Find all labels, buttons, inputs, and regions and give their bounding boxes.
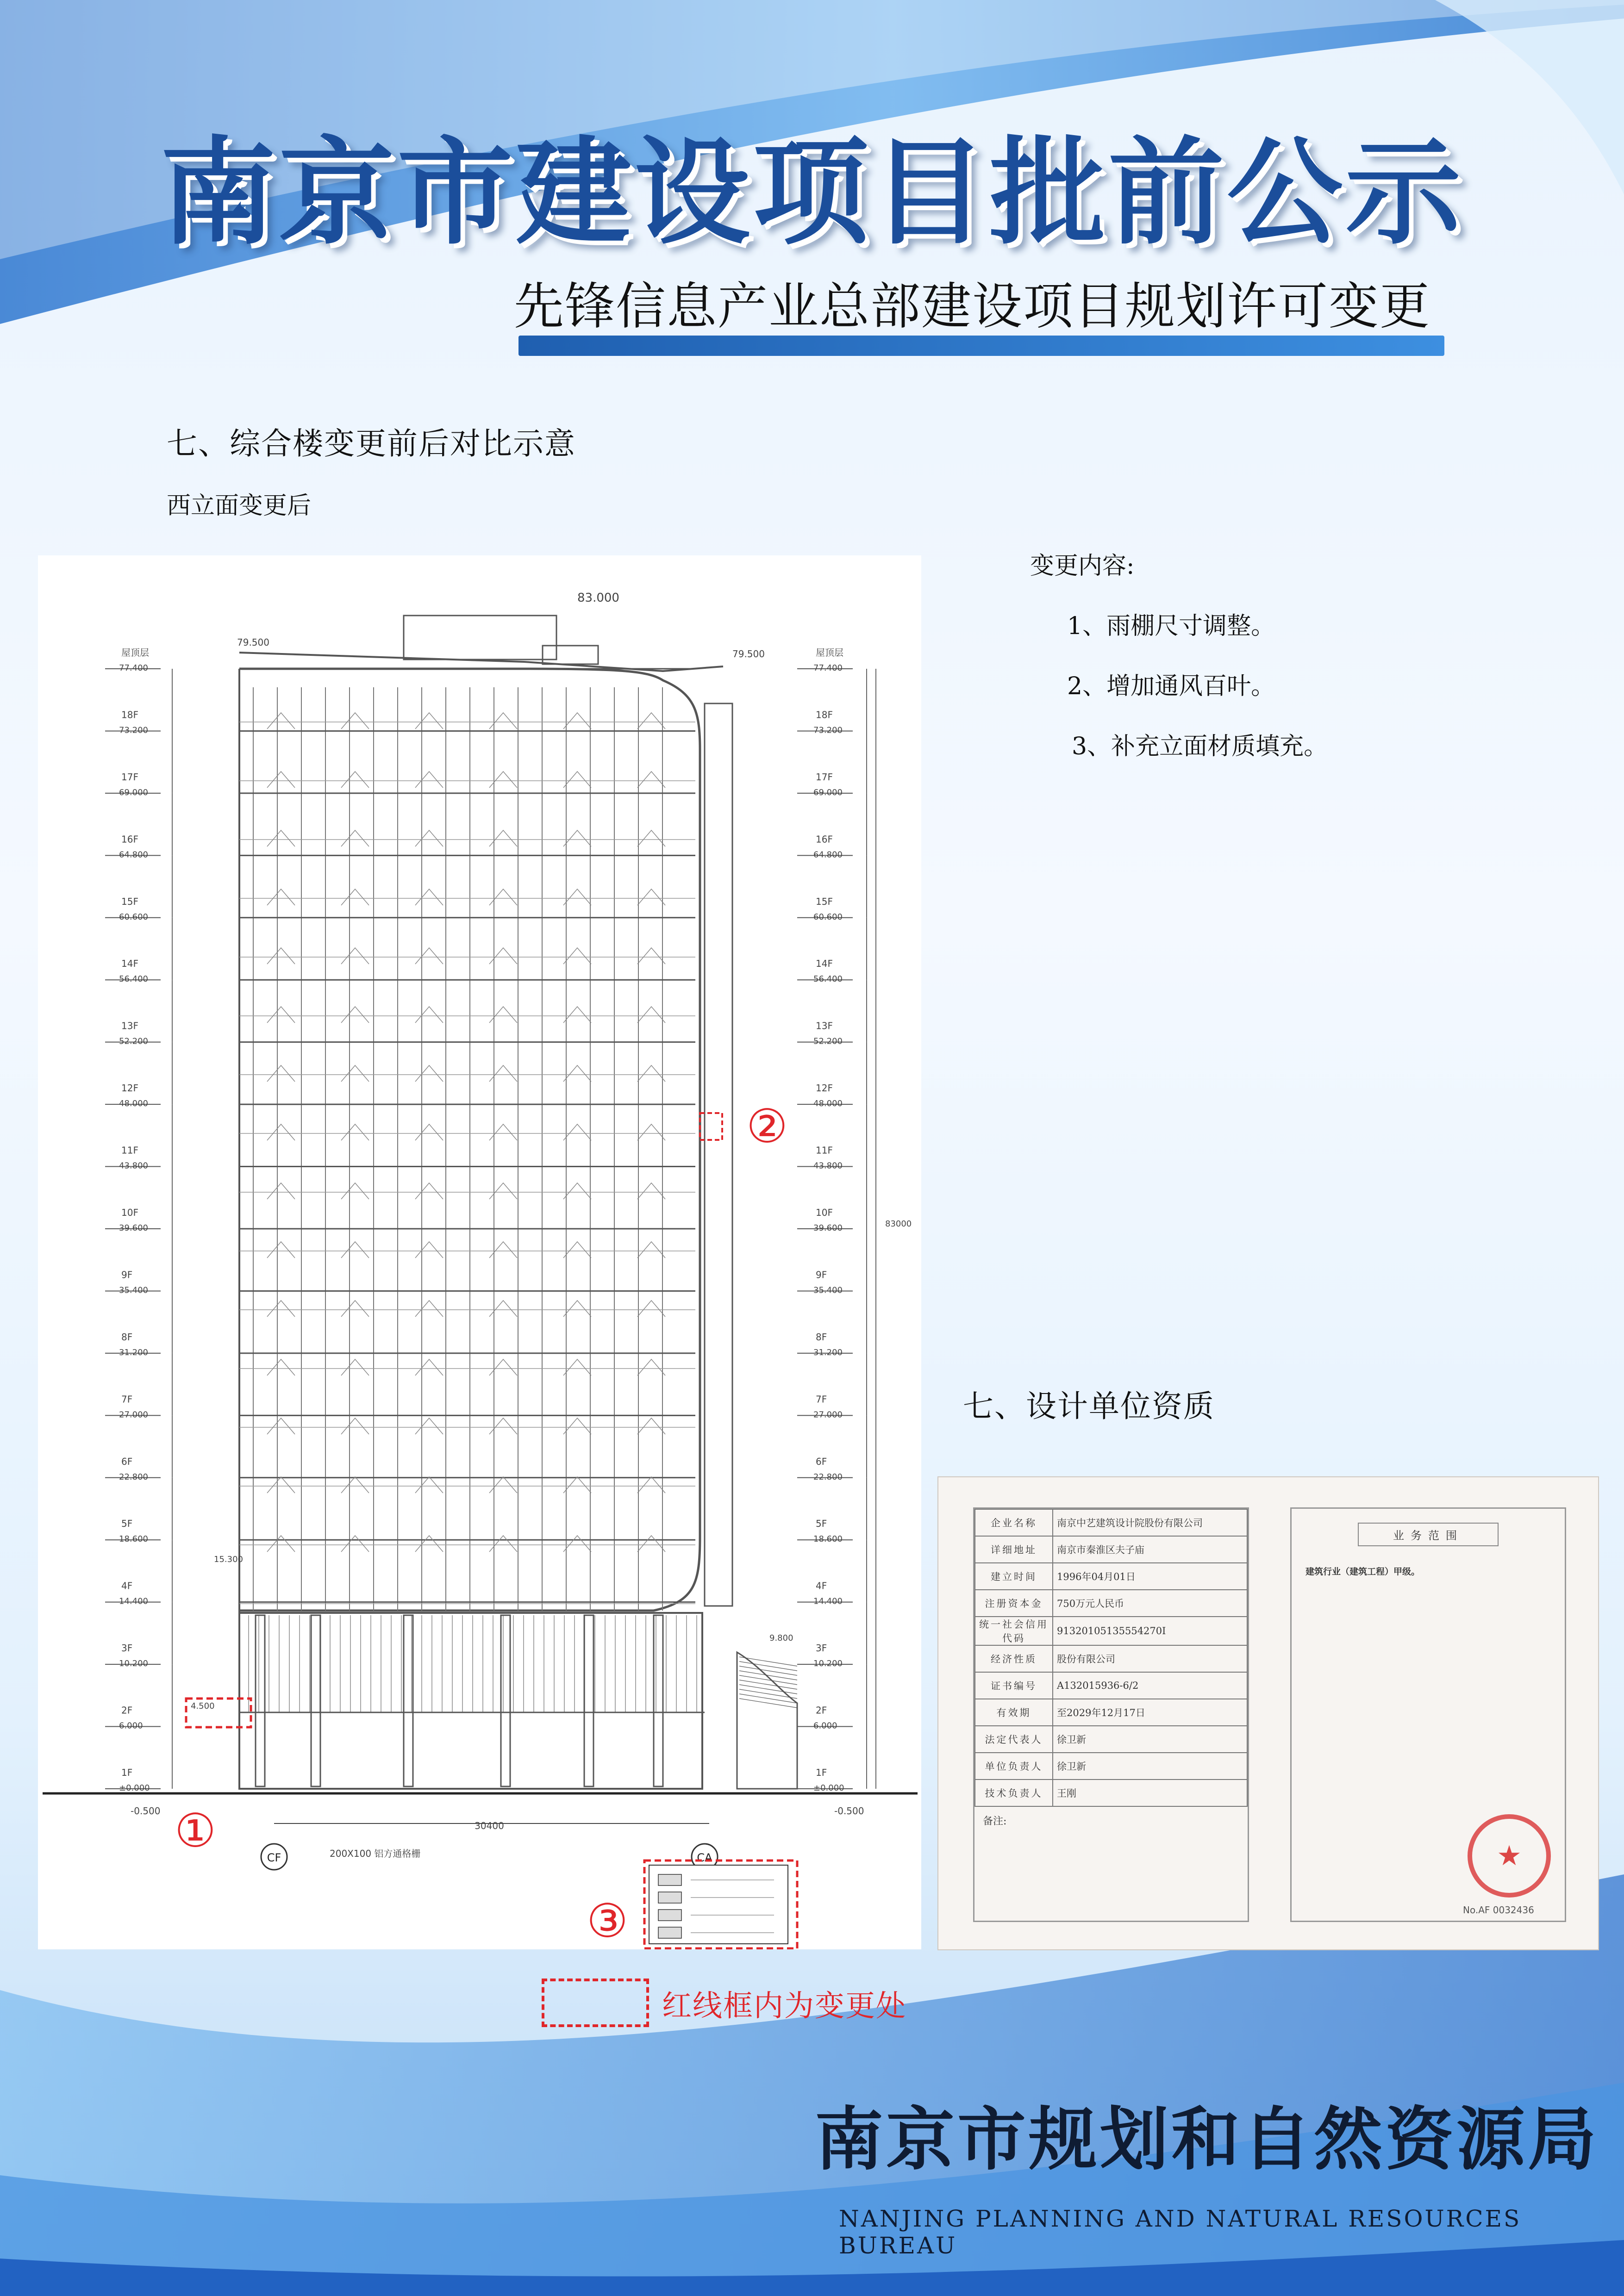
louvre-chevron bbox=[563, 1477, 591, 1493]
certificate-serial: No.AF 0032436 bbox=[1463, 1904, 1534, 1916]
louvre-chevron bbox=[341, 889, 369, 905]
certificate-row-value: 750万元人民币 bbox=[1053, 1590, 1247, 1617]
level-elev-right: 69.000 bbox=[813, 787, 843, 797]
level-elev-right: 64.800 bbox=[813, 850, 843, 860]
level-floor-left: 5F bbox=[121, 1518, 133, 1530]
louvre-chevron bbox=[267, 1300, 295, 1317]
level-floor-right: 3F bbox=[816, 1643, 827, 1654]
certificate-row bbox=[975, 1536, 1247, 1563]
louvre-chevron bbox=[341, 772, 369, 788]
louvre-chevron bbox=[637, 1536, 665, 1552]
level-elev-right: 35.400 bbox=[813, 1285, 843, 1295]
level-elev-right: 27.000 bbox=[813, 1410, 843, 1420]
louvre-chevron bbox=[637, 1183, 665, 1199]
level-elev-right: 43.800 bbox=[813, 1161, 843, 1171]
certificate-scope-title: 业务范围 bbox=[1358, 1523, 1499, 1546]
level-floor-left: 16F bbox=[121, 834, 138, 845]
certificate-row-value: 徐卫新 bbox=[1053, 1753, 1247, 1780]
level-floor-right: 14F bbox=[816, 958, 833, 970]
certificate-row-value: 王刚 bbox=[1053, 1780, 1247, 1806]
floor-level-marks-left bbox=[105, 647, 172, 1793]
certificate-row-key: 有效期 bbox=[975, 1699, 1053, 1726]
certificate-row-value: 南京市秦淮区夫子庙 bbox=[1053, 1536, 1247, 1563]
level-floor-right: 9F bbox=[816, 1269, 827, 1281]
level-floor-right: 5F bbox=[816, 1518, 827, 1530]
certificate-row-key: 企业名称 bbox=[975, 1509, 1053, 1536]
level-elev-right: 14.400 bbox=[813, 1596, 843, 1606]
certificate-right-page bbox=[1290, 1507, 1566, 1922]
louvre-chevron bbox=[563, 830, 591, 846]
side-strip bbox=[705, 703, 732, 1606]
parapet-right-label: 79.500 bbox=[732, 648, 765, 660]
certificate-row-key: 统一社会信用代码 bbox=[975, 1617, 1053, 1645]
certificate-seal: ★ bbox=[1468, 1814, 1551, 1898]
louvre-chevron bbox=[267, 1418, 295, 1434]
certificate-row bbox=[975, 1699, 1247, 1726]
certificate-table bbox=[974, 1509, 1248, 1807]
top-elevation-label: 83.000 bbox=[577, 591, 619, 605]
level-floor-right: 18F bbox=[816, 709, 833, 721]
certificate-row-key: 建立时间 bbox=[975, 1563, 1053, 1590]
level-elev-left: 69.000 bbox=[119, 787, 148, 797]
certificate-row bbox=[975, 1617, 1247, 1645]
level-floor-right: 16F bbox=[816, 834, 833, 845]
canopy-hatch bbox=[739, 1671, 797, 1680]
level-floor-right: 12F bbox=[816, 1083, 833, 1094]
level-floor-right: 11F bbox=[816, 1145, 833, 1156]
louvre-chevron bbox=[563, 713, 591, 729]
ground-left-label: -0.500 bbox=[131, 1805, 161, 1817]
ground-right-label: -0.500 bbox=[834, 1805, 864, 1817]
louvre-chevron bbox=[637, 1065, 665, 1082]
certificate-row bbox=[975, 1645, 1247, 1672]
louvre-chevron bbox=[415, 830, 443, 846]
certificate-row bbox=[975, 1563, 1247, 1590]
canopy-hatch bbox=[739, 1685, 797, 1694]
roof-core-box bbox=[404, 616, 556, 660]
level-elev-left: 77.400 bbox=[119, 663, 148, 673]
level-elev-right: 18.600 bbox=[813, 1534, 843, 1544]
level-floor-right: 4F bbox=[816, 1580, 827, 1592]
louvre-chevron bbox=[563, 1007, 591, 1023]
level-floor-left: 18F bbox=[121, 709, 138, 721]
level-floor-left: 14F bbox=[121, 958, 138, 970]
louvre-chevron bbox=[637, 772, 665, 788]
level-floor-right: 2F bbox=[816, 1705, 827, 1716]
material-legend-swatch bbox=[658, 1892, 681, 1903]
podium-left-dim-label: 15.300 bbox=[214, 1555, 243, 1564]
podium-right-dim-label: 9.800 bbox=[769, 1633, 793, 1643]
floor-level-marks-right bbox=[797, 647, 912, 1793]
level-elev-left: 10.200 bbox=[119, 1659, 148, 1669]
level-elev-right: 22.800 bbox=[813, 1472, 843, 1482]
louvre-chevron bbox=[415, 1477, 443, 1493]
louvre-chevron bbox=[563, 1359, 591, 1375]
footer-bureau-name: 南京市规划和自然资源局 bbox=[815, 2099, 1599, 2179]
certificate-row-value: 徐卫新 bbox=[1053, 1726, 1247, 1753]
level-elev-left: 56.400 bbox=[119, 974, 148, 984]
louvre-chevron bbox=[415, 713, 443, 729]
elevation-drawing-panel bbox=[38, 555, 921, 1949]
material-legend-swatch bbox=[658, 1874, 681, 1885]
louvre-chevron bbox=[267, 1124, 295, 1140]
subtitle-underline bbox=[518, 336, 1444, 356]
design-qualification-certificate bbox=[937, 1476, 1599, 1950]
level-floor-left: 15F bbox=[121, 896, 138, 907]
level-elev-left: 6.000 bbox=[119, 1721, 143, 1731]
certificate-remarks: 备注: bbox=[983, 1816, 1007, 1827]
podium-column bbox=[501, 1615, 510, 1786]
level-elev-right: 73.200 bbox=[813, 725, 843, 735]
louvre-chevron bbox=[341, 1418, 369, 1434]
axis-label-right: CA bbox=[697, 1851, 712, 1864]
certificate-row bbox=[975, 1753, 1247, 1780]
louvre-chevron bbox=[415, 1183, 443, 1199]
level-elev-left: 39.600 bbox=[119, 1223, 148, 1233]
level-elev-left: 48.000 bbox=[119, 1099, 148, 1109]
louvre-chevron bbox=[563, 1124, 591, 1140]
louvre-chevron bbox=[563, 1536, 591, 1552]
level-floor-left: 7F bbox=[121, 1394, 133, 1405]
certificate-row-key: 技术负责人 bbox=[975, 1780, 1053, 1806]
marker-1: ① bbox=[175, 1804, 216, 1858]
louvre-chevron bbox=[415, 1065, 443, 1082]
louvre-chevron bbox=[415, 889, 443, 905]
certificate-row bbox=[975, 1672, 1247, 1699]
louvre-chevron bbox=[637, 1359, 665, 1375]
footer-bureau-name-en: NANJING PLANNING AND NATURAL RESOURCES BUREAU bbox=[839, 2205, 1522, 2259]
level-elev-left: 18.600 bbox=[119, 1534, 148, 1544]
level-floor-right: 1F bbox=[816, 1767, 827, 1778]
level-elev-right: 48.000 bbox=[813, 1099, 843, 1109]
material-legend-swatch bbox=[658, 1927, 681, 1938]
louvre-chevron bbox=[563, 1300, 591, 1317]
louvre-chevron bbox=[341, 948, 369, 964]
page-title: 南京市建设项目批前公示 bbox=[160, 124, 1464, 260]
level-floor-left: 11F bbox=[121, 1145, 138, 1156]
section-subheading-elevation: 西立面变更后 bbox=[167, 492, 312, 520]
section-heading-elevation: 七、综合楼变更前后对比示意 bbox=[167, 426, 576, 461]
change-item-1: 1、雨棚尺寸调整。 bbox=[1067, 612, 1275, 640]
certificate-row bbox=[975, 1590, 1247, 1617]
level-floor-left: 6F bbox=[121, 1456, 133, 1467]
canopy-hatch bbox=[739, 1657, 797, 1666]
louvre-chevron bbox=[267, 772, 295, 788]
louvre-chevron bbox=[267, 1359, 295, 1375]
level-floor-left: 13F bbox=[121, 1020, 138, 1032]
louvre-chevron bbox=[563, 1183, 591, 1199]
building-facade bbox=[43, 616, 918, 1793]
roof-small-box bbox=[543, 646, 598, 664]
certificate-row-key: 注册资本金 bbox=[975, 1590, 1053, 1617]
certificate-row-key: 详细地址 bbox=[975, 1536, 1053, 1563]
marker-3: ③ bbox=[587, 1894, 628, 1948]
louvre-chevron bbox=[267, 1007, 295, 1023]
level-floor-left: 屋顶层 bbox=[121, 647, 149, 658]
louvre-chevron bbox=[415, 1359, 443, 1375]
level-floor-left: 9F bbox=[121, 1269, 133, 1281]
level-floor-right: 8F bbox=[816, 1331, 827, 1343]
louvre-chevron bbox=[341, 1124, 369, 1140]
canopy-hatch bbox=[739, 1661, 797, 1671]
louvre-chevron bbox=[415, 1124, 443, 1140]
louvre-chevron bbox=[267, 1536, 295, 1552]
level-floor-right: 屋顶层 bbox=[816, 647, 843, 658]
level-elev-right: 39.600 bbox=[813, 1223, 843, 1233]
louvre-chevron bbox=[267, 948, 295, 964]
podium-column bbox=[584, 1615, 593, 1786]
level-elev-left: 64.800 bbox=[119, 850, 148, 860]
level-elev-right: 60.600 bbox=[813, 912, 843, 922]
canopy-hatch bbox=[739, 1680, 797, 1689]
louvre-chevron bbox=[341, 1477, 369, 1493]
louvre-chevron bbox=[563, 889, 591, 905]
level-elev-left: 27.000 bbox=[119, 1410, 148, 1420]
louvre-chevron bbox=[341, 1300, 369, 1317]
certificate-row-key: 法定代表人 bbox=[975, 1726, 1053, 1753]
louvre-chevron bbox=[341, 1183, 369, 1199]
louvre-chevron bbox=[341, 1065, 369, 1082]
level-elev-right: 31.200 bbox=[813, 1347, 843, 1357]
certificate-row-key: 单位负责人 bbox=[975, 1753, 1053, 1780]
entrance-canopy bbox=[737, 1652, 797, 1789]
podium-column bbox=[256, 1615, 265, 1786]
certificate-row-key: 证书编号 bbox=[975, 1672, 1053, 1699]
louvre-chevron bbox=[415, 1242, 443, 1258]
level-elev-left: 14.400 bbox=[119, 1596, 148, 1606]
louvre-chevron bbox=[415, 948, 443, 964]
louvre-chevron bbox=[341, 1536, 369, 1552]
change-item-3: 3、补充立面材质填充。 bbox=[1072, 733, 1328, 760]
level-floor-right: 15F bbox=[816, 896, 833, 907]
level-floor-left: 10F bbox=[121, 1207, 138, 1218]
change-item-2: 2、增加通风百叶。 bbox=[1067, 672, 1275, 700]
louvre-chevron bbox=[341, 1359, 369, 1375]
louvre-chevron bbox=[637, 948, 665, 964]
louvre-chevron bbox=[415, 1300, 443, 1317]
louvre-chevron bbox=[341, 1242, 369, 1258]
level-elev-left: 52.200 bbox=[119, 1036, 148, 1046]
louvre-chevron bbox=[637, 1242, 665, 1258]
louvre-chevron bbox=[267, 1477, 295, 1493]
level-elev-left: 31.200 bbox=[119, 1347, 148, 1357]
louvre-chevron bbox=[637, 1124, 665, 1140]
level-elev-right: 10.200 bbox=[813, 1659, 843, 1669]
level-floor-right: 17F bbox=[816, 771, 833, 783]
level-floor-right: 13F bbox=[816, 1020, 833, 1032]
level-floor-left: 17F bbox=[121, 771, 138, 783]
louvre-chevron bbox=[267, 830, 295, 846]
changes-title: 变更内容: bbox=[1030, 552, 1135, 580]
louvre-chevron bbox=[563, 948, 591, 964]
level-floor-left: 4F bbox=[121, 1580, 133, 1592]
canopy-hatch bbox=[739, 1699, 797, 1708]
louvre-chevron bbox=[267, 1183, 295, 1199]
section-heading-qualification: 七、设计单位资质 bbox=[963, 1388, 1215, 1424]
level-floor-right: 7F bbox=[816, 1394, 827, 1405]
level-floor-left: 2F bbox=[121, 1705, 133, 1716]
louvre-chevron bbox=[415, 1418, 443, 1434]
drawing-annotations bbox=[131, 591, 864, 1948]
louvre-chevron bbox=[637, 889, 665, 905]
certificate-row bbox=[975, 1726, 1247, 1753]
louvre-chevron bbox=[267, 1242, 295, 1258]
certificate-left-page bbox=[973, 1507, 1249, 1922]
certificate-row-value: 至2029年12月17日 bbox=[1053, 1699, 1247, 1726]
certificate-row-value: 1996年04月01日 bbox=[1053, 1563, 1247, 1590]
level-elev-left: 73.200 bbox=[119, 725, 148, 735]
parapet-left-label: 79.500 bbox=[237, 637, 269, 648]
louvre-chevron bbox=[415, 772, 443, 788]
change-box-2 bbox=[700, 1113, 722, 1140]
level-floor-left: 1F bbox=[121, 1767, 133, 1778]
louvre-chevron bbox=[415, 1536, 443, 1552]
certificate-row bbox=[975, 1509, 1247, 1536]
louvre-chevron bbox=[563, 1065, 591, 1082]
certificate-row-key: 经济性质 bbox=[975, 1645, 1053, 1672]
podium-column bbox=[654, 1615, 663, 1786]
level-floor-right: 6F bbox=[816, 1456, 827, 1467]
louvre-chevron bbox=[637, 830, 665, 846]
level-elev-right: ±0.000 bbox=[813, 1783, 844, 1793]
level-floor-left: 12F bbox=[121, 1083, 138, 1094]
louvre-chevron bbox=[341, 713, 369, 729]
width-dim-label: 30400 bbox=[475, 1820, 504, 1831]
louvre-chevron bbox=[267, 713, 295, 729]
louvre-chevron bbox=[637, 1300, 665, 1317]
canopy-hatch bbox=[739, 1689, 797, 1699]
louvre-chevron bbox=[563, 1242, 591, 1258]
louvre-chevron bbox=[267, 1065, 295, 1082]
material-legend-swatch bbox=[658, 1910, 681, 1921]
louvre-chevron bbox=[563, 1418, 591, 1434]
total-height-dim: 83000 bbox=[885, 1219, 912, 1229]
louvre-chevron bbox=[415, 1007, 443, 1023]
louvre-chevron bbox=[637, 713, 665, 729]
certificate-row-value: 南京中艺建筑设计院股份有限公司 bbox=[1053, 1509, 1247, 1536]
canopy-hatch bbox=[739, 1666, 797, 1675]
level-elev-left: 43.800 bbox=[119, 1161, 148, 1171]
certificate-row-value: 91320105135554270I bbox=[1053, 1617, 1247, 1645]
certificate-scope-heading: 建筑行业（建筑工程）甲级。 bbox=[1305, 1567, 1420, 1577]
marker-2: ② bbox=[746, 1099, 788, 1153]
level-elev-right: 6.000 bbox=[813, 1721, 837, 1731]
level-floor-left: 3F bbox=[121, 1643, 133, 1654]
louvre-chevron bbox=[637, 1477, 665, 1493]
louvre-chevron bbox=[341, 830, 369, 846]
change-legend-label: 红线框内为变更处 bbox=[662, 1989, 906, 2023]
louvre-chevron bbox=[563, 772, 591, 788]
page-subtitle: 先锋信息产业总部建设项目规划许可变更 bbox=[513, 278, 1430, 336]
level-elev-left: 60.600 bbox=[119, 912, 148, 922]
canopy-dim-label: 4.500 bbox=[191, 1701, 215, 1711]
louvre-chevron bbox=[637, 1418, 665, 1434]
louvre-chevron bbox=[637, 1007, 665, 1023]
podium-column bbox=[311, 1615, 320, 1786]
level-elev-left: ±0.000 bbox=[119, 1783, 150, 1793]
west-elevation-drawing bbox=[38, 555, 921, 1949]
level-floor-left: 8F bbox=[121, 1331, 133, 1343]
level-elev-right: 56.400 bbox=[813, 974, 843, 984]
level-elev-right: 77.400 bbox=[813, 663, 843, 673]
louvre-chevron bbox=[267, 889, 295, 905]
level-elev-left: 35.400 bbox=[119, 1285, 148, 1295]
louvre-chevron bbox=[341, 1007, 369, 1023]
certificate-row-value: A132015936-6/2 bbox=[1053, 1672, 1247, 1699]
level-elev-left: 22.800 bbox=[119, 1472, 148, 1482]
axis-label-left: CF bbox=[267, 1851, 281, 1864]
level-elev-right: 52.200 bbox=[813, 1036, 843, 1046]
certificate-row bbox=[975, 1780, 1247, 1806]
podium bbox=[239, 1613, 702, 1789]
change-legend-box bbox=[542, 1979, 649, 2027]
louver-callout: 200X100 铝方通格栅 bbox=[330, 1848, 421, 1859]
level-floor-right: 10F bbox=[816, 1207, 833, 1218]
certificate-row-value: 股份有限公司 bbox=[1053, 1645, 1247, 1672]
